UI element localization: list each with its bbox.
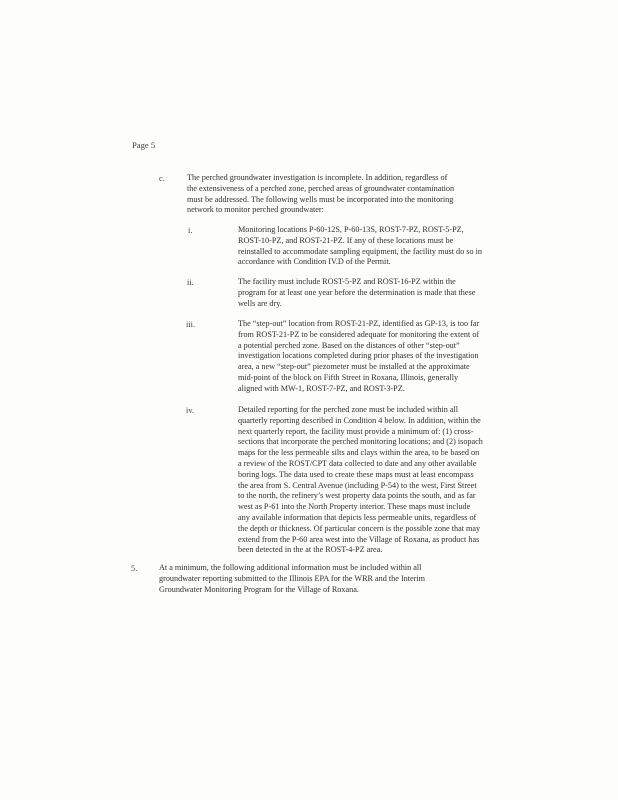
text-line: ROST-10-PZ, and ROST-21-PZ. If any of these locations must be: [238, 235, 454, 245]
sub-item-i-marker: i.: [188, 226, 193, 235]
text-line: investigation locations completed during prior phases of the investigation: [238, 351, 479, 361]
text-line: The “step-out” location from ROST-21-PZ, identified as GP-13, is too far: [238, 319, 480, 328]
sub-item-iii-marker: iii.: [186, 320, 196, 329]
text-line: to the north, the refinery’s west property data points the south, and as far: [238, 491, 476, 501]
text-line: from ROST-21-PZ to be considered adequate for monitoring the extent of: [238, 329, 480, 339]
text-line: network to monitor perched groundwater:: [187, 205, 324, 215]
text-line: Groundwater Monitoring Program for the Village of Roxana.: [159, 584, 359, 594]
sub-item-iv-paragraph: [238, 405, 483, 556]
text-line: Detailed reporting for the perched zone must be included within all: [238, 405, 459, 414]
text-line: At a minimum, the following additional information must be included within all: [159, 563, 422, 572]
sub-item-iii-paragraph: [238, 319, 479, 395]
sub-item-i-paragraph: [238, 225, 482, 268]
text-line: quarterly reporting described in Condition 4 below. In addition, within the: [238, 415, 481, 425]
text-line: wells are dry.: [238, 298, 282, 308]
text-line: the area from S. Central Avenue (including P-54) to the west, First Street: [238, 480, 477, 490]
sub-item-ii-marker: ii.: [187, 278, 194, 287]
text-line: any available information that depicts less permeable units, regardless of: [238, 512, 477, 522]
text-line: been detected in the at the ROST-4-PZ area.: [238, 545, 383, 555]
item-5-paragraph: [159, 563, 425, 595]
sub-item-iv-marker: iv.: [186, 406, 195, 415]
item-c-paragraph: [187, 173, 454, 216]
text-line: boring logs. The data used to create these maps must at least encompass: [238, 469, 474, 479]
text-line: groundwater reporting submitted to the Illinois EPA for the WRR and the Interim: [159, 573, 426, 583]
text-line: Monitoring locations P-60-12S, P-60-13S, ROST-7-PZ, ROST-5-PZ,: [238, 225, 464, 234]
text-line: next quarterly report, the facility must provide a minimum of: (1) cross-: [238, 426, 474, 436]
text-line: must be addressed. The following wells must be incorporated into the monitoring: [187, 194, 454, 204]
text-line: sections that incorporate the perched monitoring locations; and (2) isopach: [238, 437, 483, 447]
text-line: The facility must include ROST-5-PZ and ROST-16-PZ within the: [238, 277, 456, 286]
text-line: a potential perched zone. Based on the distances of other “step-out”: [238, 340, 460, 350]
text-line: the extensiveness of a perched zone, perched areas of groundwater contamination: [187, 183, 455, 193]
text-line: a review of the ROST/CPT data collected to date and any other available: [238, 458, 477, 468]
text-line: the depth or thickness. Of particular concern is the possible zone that may: [238, 523, 481, 533]
text-line: aligned with MW-1, ROST-7-PZ, and ROST-3-PZ.: [238, 383, 405, 393]
page-number: Page 5: [132, 140, 156, 150]
text-line: program for at least one year before the determination is made that these: [238, 287, 476, 297]
text-line: The perched groundwater investigation is incomplete. In addition, regardless of: [187, 173, 448, 182]
sub-item-ii-paragraph: [238, 277, 475, 309]
text-line: west as P-61 into the North Property interior. These maps must include: [238, 502, 471, 512]
text-line: extend from the P-60 area west into the Village of Roxana, as product has: [238, 534, 480, 544]
item-c-marker: c.: [159, 174, 165, 183]
text-line: reinstalled to accommodate sampling equipment, the facility must do so in: [238, 246, 482, 256]
text-line: maps for the less permeable silts and clays within the area, to be based on: [238, 448, 480, 458]
text-line: mid-point of the block on Fifth Street in Roxana, Illinois, generally: [238, 372, 459, 382]
text-line: accordance with Condition IV.D of the Permit.: [238, 257, 391, 267]
text-line: area, a new “step-out” piezometer must be installed at the approximate: [238, 362, 470, 372]
item-5-marker: 5.: [131, 564, 138, 573]
